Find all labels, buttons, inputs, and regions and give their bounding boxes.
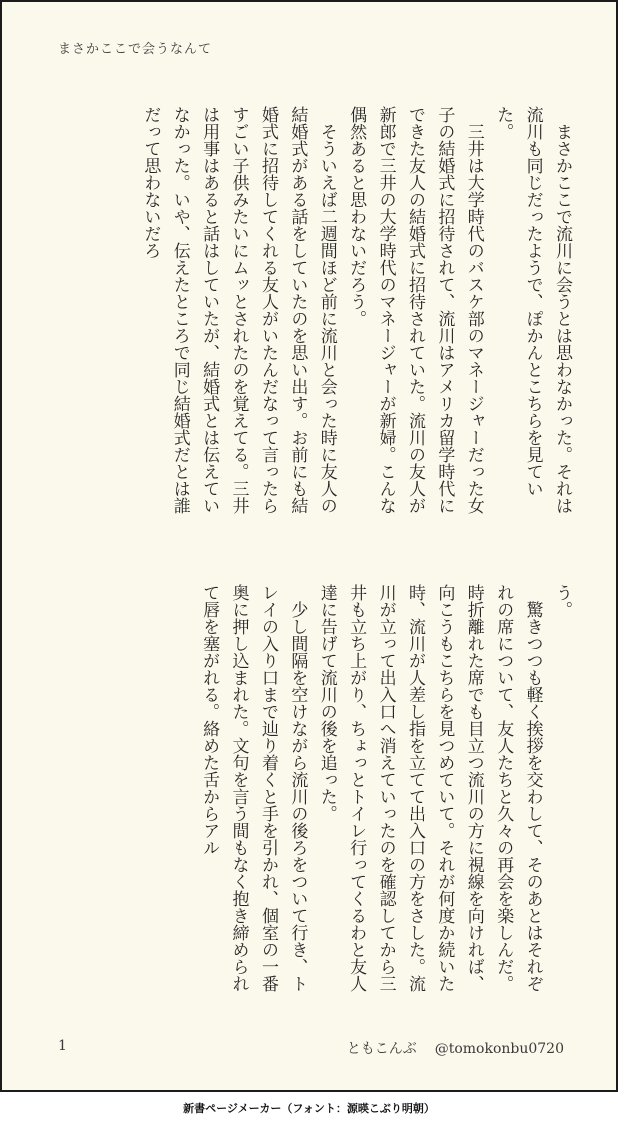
author-name: ともこんぶ xyxy=(346,1041,417,1057)
paragraph: 驚きつつも軽く挨拶を交わして、そのあとはそれぞれの席について、友人たちと久々の再会を楽しんだ。時折離れた席でも目立つ流川の方に視線を向ければ、向こうもこちらを見つめていて。それが何度か続いた時、流川が人差し指を立てて出入口の方をさした。流川が立って出入口へ消えていったのを確認してから三井も立ち上がり、ちょっとトイレ行ってくるわと友人達に告げて流川の後を追った。 xyxy=(316,584,543,992)
text-block-upper xyxy=(56,106,576,526)
paragraph: 三井は大学時代のバスケ部のマネージャーだった女子の結婚式に招待されて、流川はアメリカ留学時代にできた友人の結婚式に招待されていた。流川の友人が新郎で三井の大学時代のマネージャーが新婦。こんな偶然あると思わないだろう。 xyxy=(346,106,484,514)
paragraph: そういえば二週間ほど前に流川と会った時に友人の結婚式がある話をしていたのを思い出す。お前にも結婚式に招待してくれる友人がいたんだなって言ったらすごい子供みたいにムッとされたのを覚えてる。三井は用事はあると話はしていたが、結婚式とは伝えていなかった。いや、伝えたところで同じ結婚式だとは誰だって思わないだろ xyxy=(140,106,337,514)
paragraph-continuation: う。 xyxy=(552,584,572,618)
page-header-title: まさかここで会うなんて xyxy=(58,42,213,57)
author-credit xyxy=(347,1038,564,1058)
paragraph: まさかここで流川に会うとは思わなかった。それは流川も同じだったようで、ぽかんとこちらを見ていた。 xyxy=(493,106,572,514)
text-block-lower xyxy=(56,584,576,1004)
author-handle: @tomokonbu0720 xyxy=(434,1041,564,1057)
generator-credit: 新書ページメーカー（フォント：源暎こぶり明朝） xyxy=(183,1102,435,1115)
page-number: 1 xyxy=(58,1038,67,1054)
paragraph: 少し間隔を空けながら流川の後ろをついて行き、トレイの入り口まで辿り着くと手を引かれ、個室の一番奥に押し込まれた。文句を言う間もなく抱き締められて唇を塞がれる。絡めた舌からアル xyxy=(199,584,308,992)
